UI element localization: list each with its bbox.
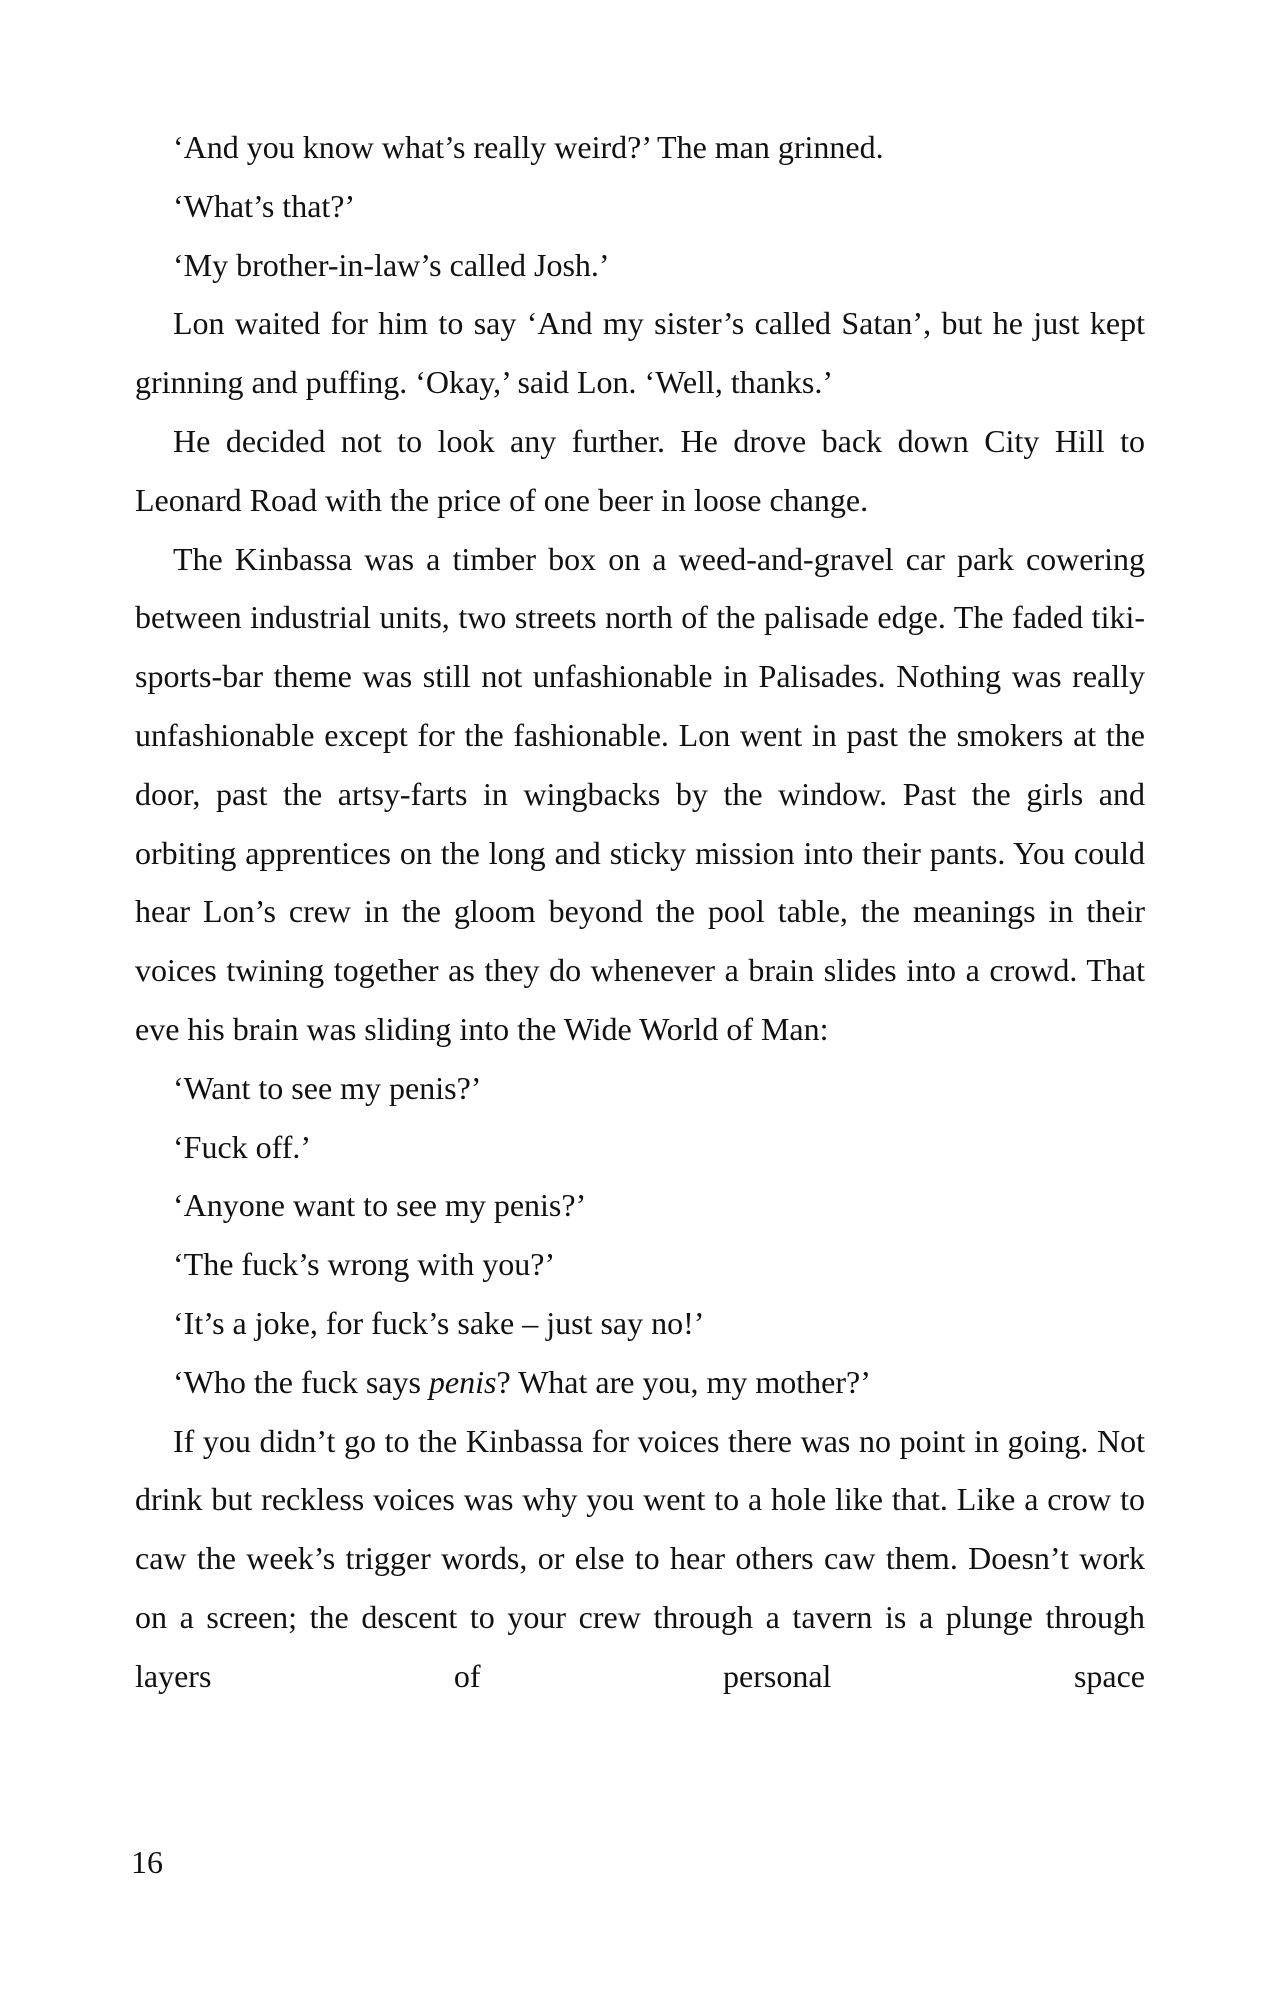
emphasis-word: penis [428, 1363, 497, 1400]
page-number: 16 [131, 1844, 163, 1880]
paragraph: ‘Want to see my penis?’ [173, 1069, 482, 1106]
paragraph: If you didn’t go to the Kinbassa for voices there was no point in going. Not drink but reckless voices was why you went to a hole like that. Like a crow to caw the week’s trigger words, or else to hear others caw them. Doesn’t work on a screen; the descent to your crew through a tavern is a plunge through layers of personal space [135, 1422, 1145, 1694]
paragraph: ‘Anyone want to see my penis?’ [173, 1187, 587, 1224]
paragraph: Lon waited for him to say ‘And my sister’s called Satan’, but he just kept grinning and puffing. ‘Okay,’ said Lon. ‘Well, thanks.’ [135, 305, 1145, 401]
paragraph-mother-line [135, 1353, 1145, 1412]
paragraph: ‘The fuck’s wrong with you?’ [173, 1246, 556, 1283]
paragraph: ‘Fuck off.’ [173, 1128, 312, 1165]
body-text [135, 118, 1145, 1706]
mother-line-after: ? What are you, my mother?’ [496, 1363, 871, 1400]
paragraph: ‘My brother-in-law’s called Josh.’ [173, 246, 610, 283]
paragraph: He decided not to look any further. He drove back down City Hill to Leonard Road with the price of one beer in loose change. [135, 422, 1145, 518]
mother-line-before: ‘Who the fuck says [173, 1363, 429, 1400]
paragraph: ‘It’s a joke, for fuck’s sake – just say no!’ [173, 1304, 705, 1341]
paragraph: The Kinbassa was a timber box on a weed-and-gravel car park cowering between industrial units, two streets north of the palisade edge. The faded tiki-sports-bar theme was still not unfashionable in Palisades. Nothing was really unfashionable except for the fashionable. Lon went in past the smokers at the door, past the artsy-farts in wingbacks by the window. Past the girls and orbiting apprentices on the long and sticky mission into their pants. You could hear Lon’s crew in the gloom beyond the pool table, the meanings in their voices twining together as they do whenever a brain slides into a crowd. That eve his brain was sliding into the Wide World of Man: [135, 540, 1145, 1047]
paragraph: ‘What’s that?’ [173, 187, 356, 224]
paragraph: ‘And you know what’s really weird?’ The man grinned. [173, 129, 884, 165]
